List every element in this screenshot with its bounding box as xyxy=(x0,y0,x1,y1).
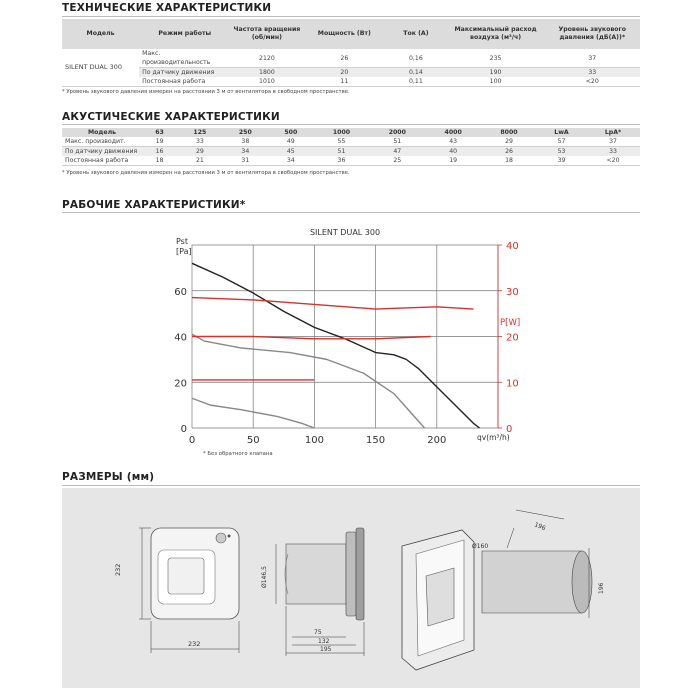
table-cell: 26 xyxy=(303,49,385,68)
table-cell: 20 xyxy=(303,68,385,78)
table-cell: 18 xyxy=(481,156,537,166)
series-line xyxy=(192,298,474,309)
tech-header: Уровень звукового давления (дБ(А))* xyxy=(545,19,640,49)
table-row xyxy=(62,77,640,87)
y2-tick-label: 0 xyxy=(506,424,513,435)
y-tick-label: 60 xyxy=(174,286,187,298)
table-cell: 2120 xyxy=(230,49,303,68)
acoustic-header: 4000 xyxy=(425,128,481,137)
table-cell: По датчику движения xyxy=(139,68,230,78)
table-cell: 40 xyxy=(425,147,481,157)
acoustic-header: 2000 xyxy=(369,128,425,137)
divider xyxy=(62,212,640,213)
table-cell: 0,16 xyxy=(385,49,446,68)
table-cell: Постоянная работа xyxy=(139,77,230,87)
table-cell: 1010 xyxy=(230,77,303,87)
table-cell: 57 xyxy=(537,137,586,147)
table-cell: 34 xyxy=(223,147,268,157)
table-cell: 34 xyxy=(268,156,313,166)
y2-tick-label: 30 xyxy=(506,286,519,298)
y2-tick-label: 10 xyxy=(506,378,519,390)
side-d2-label: 132 xyxy=(318,638,330,645)
table-row xyxy=(62,147,640,157)
tech-header: Частота вращения (об/мин) xyxy=(230,19,303,49)
table-row xyxy=(62,49,640,68)
table-cell: <20 xyxy=(586,156,640,166)
acoustic-header: 125 xyxy=(177,128,222,137)
dimensions-title: РАЗМЕРЫ (мм) xyxy=(62,471,155,483)
iso-diameter-label: Ø160 xyxy=(472,543,489,550)
tech-header: Ток (А) xyxy=(385,19,446,49)
y-tick-label: 20 xyxy=(174,378,187,390)
table-cell: Макс. производительность xyxy=(139,49,230,68)
table-cell: 55 xyxy=(314,137,370,147)
x-tick-label: 0 xyxy=(188,435,196,446)
table-cell: 36 xyxy=(314,156,370,166)
table-cell: 25 xyxy=(369,156,425,166)
tech-title: ТЕХНИЧЕСКИЕ ХАРАКТЕРИСТИКИ xyxy=(62,2,272,14)
table-cell: 21 xyxy=(177,156,222,166)
series-line xyxy=(192,334,425,428)
table-cell: 19 xyxy=(142,137,177,147)
table-cell: 16 xyxy=(142,147,177,157)
table-cell: 51 xyxy=(314,147,370,157)
x-tick-label: 150 xyxy=(366,435,386,446)
performance-chart xyxy=(0,215,700,475)
divider xyxy=(62,124,640,125)
tech-header: Режим работы xyxy=(139,19,230,49)
table-cell: 18 xyxy=(142,156,177,166)
acoustic-table xyxy=(62,128,640,166)
acoustic-header: LpA* xyxy=(586,128,640,137)
table-cell: 100 xyxy=(447,77,545,87)
chart-ticks xyxy=(174,241,521,446)
side-diameter-label: Ø146,5 xyxy=(261,566,268,588)
x-tick-label: 50 xyxy=(246,435,260,446)
table-cell: <20 xyxy=(545,77,640,87)
tech-note: * Уровень звукового давления измерен на расстоянии 3 м от вентилятора в свободном пространстве. xyxy=(62,89,350,95)
table-cell: 39 xyxy=(537,156,586,166)
x-tick-label: 100 xyxy=(304,435,324,446)
acoustic-header: 1000 xyxy=(314,128,370,137)
tech-table xyxy=(62,19,640,87)
tech-header: Мощность (Вт) xyxy=(303,19,385,49)
performance-note: * Без обратного клапана xyxy=(203,451,273,457)
table-cell: 33 xyxy=(545,68,640,78)
table-cell: 37 xyxy=(545,49,640,68)
table-cell: 235 xyxy=(447,49,545,68)
front-view-drawing xyxy=(139,528,239,653)
table-cell: 0,14 xyxy=(385,68,446,78)
y2-axis-label: P[W] xyxy=(500,318,521,328)
iso-d2-label: 196 xyxy=(598,582,605,594)
side-d1-label: 75 xyxy=(314,629,322,636)
y-tick-label: 40 xyxy=(174,332,187,344)
divider xyxy=(62,16,640,17)
table-cell: 53 xyxy=(537,147,586,157)
tech-header: Модель xyxy=(62,19,139,49)
iso-d1-label: 196 xyxy=(533,521,547,533)
front-width-label: 232 xyxy=(188,640,201,648)
y2-tick-label: 20 xyxy=(506,332,519,344)
table-cell: 33 xyxy=(586,147,640,157)
table-cell: Постоянная работа xyxy=(62,156,142,166)
table-cell: 11 xyxy=(303,77,385,87)
acoustic-header: 8000 xyxy=(481,128,537,137)
table-cell: 37 xyxy=(586,137,640,147)
model-name: SILENT DUAL 300 xyxy=(62,49,139,87)
acoustic-note: * Уровень звукового давления измерен на расстоянии 3 м от вентилятора в свободном пространстве. xyxy=(62,170,350,176)
table-cell: 38 xyxy=(223,137,268,147)
y2-tick-label: 40 xyxy=(506,241,519,252)
table-cell: 45 xyxy=(268,147,313,157)
table-cell: Макс. производит. xyxy=(62,137,142,147)
dimension-drawings xyxy=(62,488,640,688)
table-cell: 190 xyxy=(447,68,545,78)
table-row xyxy=(62,137,640,147)
side-d3-label: 195 xyxy=(320,646,332,653)
table-row xyxy=(62,68,640,78)
side-view-drawing xyxy=(276,528,364,656)
table-row xyxy=(62,156,640,166)
divider xyxy=(62,485,640,486)
acoustic-header: Модель xyxy=(62,128,142,137)
table-cell: 33 xyxy=(177,137,222,147)
table-cell: 29 xyxy=(481,137,537,147)
table-cell: 26 xyxy=(481,147,537,157)
performance-title: РАБОЧИЕ ХАРАКТЕРИСТИКИ* xyxy=(62,199,246,211)
table-cell: 43 xyxy=(425,137,481,147)
table-cell: 51 xyxy=(369,137,425,147)
y-axis-label-bottom: [Pa] xyxy=(176,247,192,256)
isometric-view-drawing xyxy=(402,510,592,670)
acoustic-header: 63 xyxy=(142,128,177,137)
x-tick-label: 200 xyxy=(427,435,447,446)
y-axis-label-top: Pst xyxy=(176,237,188,246)
acoustic-title: АКУСТИЧЕСКИЕ ХАРАКТЕРИСТИКИ xyxy=(62,111,280,123)
front-height-label: 232 xyxy=(114,563,122,576)
table-cell: 1800 xyxy=(230,68,303,78)
acoustic-header: LwA xyxy=(537,128,586,137)
acoustic-header: 500 xyxy=(268,128,313,137)
table-cell: 0,11 xyxy=(385,77,446,87)
table-cell: 29 xyxy=(177,147,222,157)
table-cell: 47 xyxy=(369,147,425,157)
table-cell: 31 xyxy=(223,156,268,166)
tech-header: Максимальный расход воздуха (м³/ч) xyxy=(447,19,545,49)
dimensions-panel xyxy=(62,488,640,688)
acoustic-header: 250 xyxy=(223,128,268,137)
table-cell: 19 xyxy=(425,156,481,166)
x-axis-label: qv(m³/h) xyxy=(477,433,510,442)
table-cell: 49 xyxy=(268,137,313,147)
y-tick-label: 0 xyxy=(180,424,187,435)
table-cell: По датчику движения xyxy=(62,147,142,157)
chart-title: SILENT DUAL 300 xyxy=(309,228,381,237)
